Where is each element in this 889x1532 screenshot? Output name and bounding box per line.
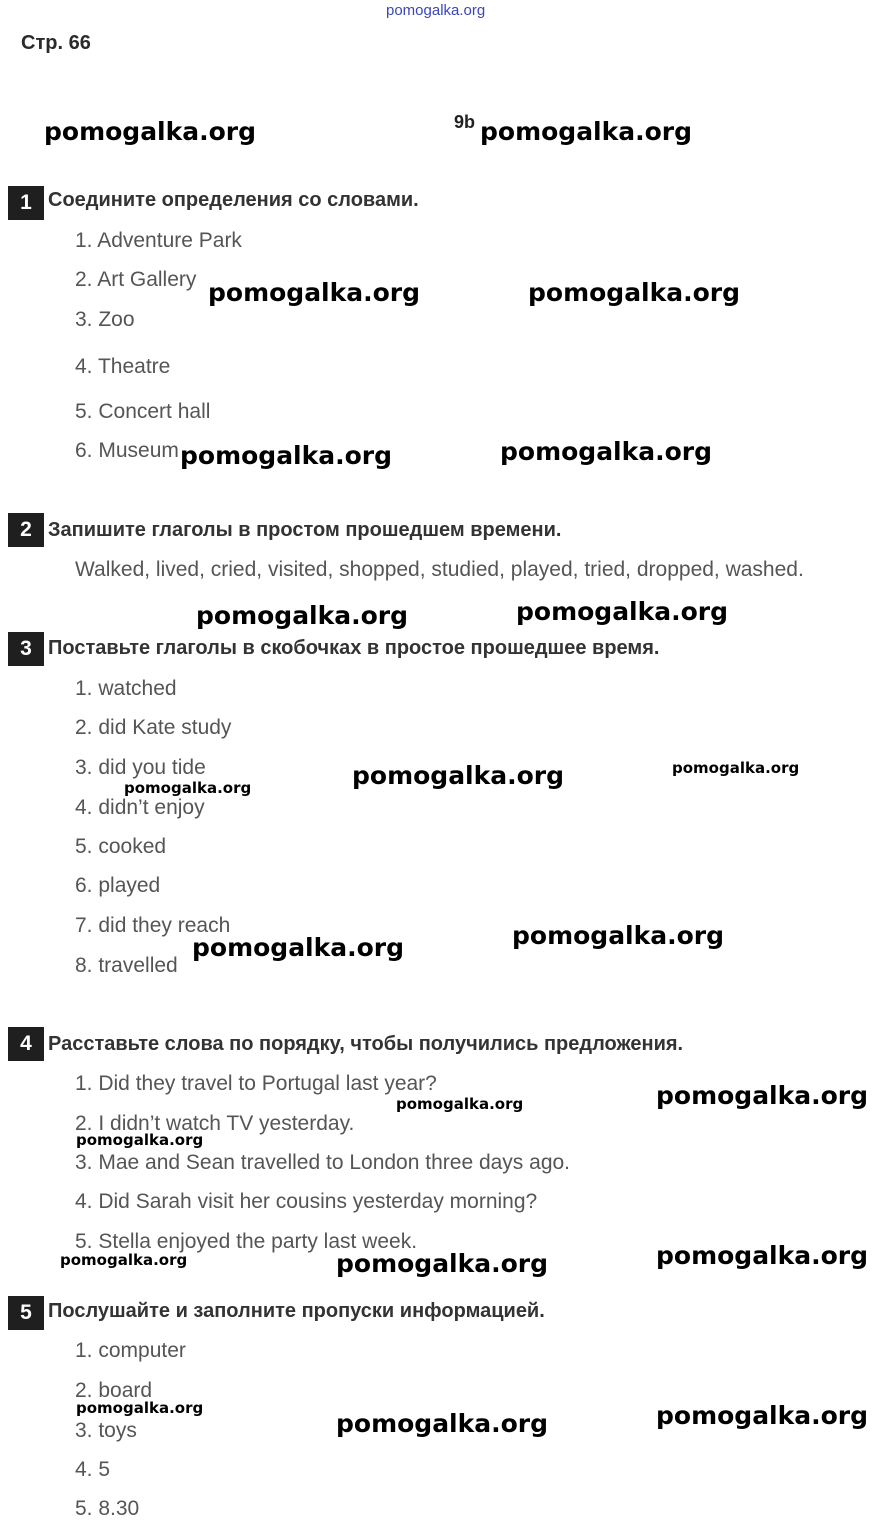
exercise-number-3: 3 xyxy=(8,632,44,666)
watermark: pomogalka.org xyxy=(396,1095,524,1113)
exercise-1-item: 6. Museum xyxy=(75,439,179,462)
exercise-4-item: 4. Did Sarah visit her cousins yesterday morning? xyxy=(75,1190,538,1213)
exercise-1-item: 2. Art Gallery xyxy=(75,268,197,291)
exercise-5-item: 5. 8.30 xyxy=(75,1497,140,1520)
exercise-title-2: Запишите глаголы в простом прошедшем времени. xyxy=(48,519,562,541)
exercise-5-item: 4. 5 xyxy=(75,1458,111,1481)
exercise-4-item: 2. I didn’t watch TV yesterday. xyxy=(75,1112,355,1135)
watermark: pomogalka.org xyxy=(60,1251,188,1269)
exercise-4-item: 5. Stella enjoyed the party last week. xyxy=(75,1230,418,1253)
exercise-4-item: 3. Mae and Sean travelled to London three days ago. xyxy=(75,1151,571,1174)
exercise-4-item: 1. Did they travel to Portugal last year? xyxy=(75,1072,437,1095)
watermark: pomogalka.org xyxy=(336,1249,549,1278)
watermark: pomogalka.org xyxy=(656,1401,869,1430)
exercise-5-item: 3. toys xyxy=(75,1419,137,1442)
unit-label: 9b xyxy=(454,112,476,132)
watermark: pomogalka.org xyxy=(672,759,800,777)
watermark: pomogalka.org xyxy=(336,1409,549,1438)
exercise-3-item: 5. cooked xyxy=(75,835,167,858)
exercise-title-5: Послушайте и заполните пропуски информацией. xyxy=(48,1300,545,1322)
exercise-2-answer: Walked, lived, cried, visited, shopped, studied, played, tried, dropped, washed. xyxy=(75,558,804,581)
watermark: pomogalka.org xyxy=(480,117,693,146)
watermark: pomogalka.org xyxy=(352,761,565,790)
site-link[interactable]: pomogalka.org xyxy=(386,2,486,19)
exercise-title-3: Поставьте глаголы в скобочках в простое прошедшее время. xyxy=(48,637,660,659)
exercise-number-5: 5 xyxy=(8,1296,44,1330)
watermark: pomogalka.org xyxy=(528,278,741,307)
exercise-3-item: 2. did Kate study xyxy=(75,716,232,739)
watermark: pomogalka.org xyxy=(44,117,257,146)
exercise-title-4: Расставьте слова по порядку, чтобы получились предложения. xyxy=(48,1033,684,1055)
exercise-1-item: 3. Zoo xyxy=(75,308,135,331)
watermark: pomogalka.org xyxy=(500,437,713,466)
watermark: pomogalka.org xyxy=(208,278,421,307)
watermark: pomogalka.org xyxy=(196,601,409,630)
exercise-3-item: 4. didn’t enjoy xyxy=(75,796,205,819)
watermark: pomogalka.org xyxy=(180,441,393,470)
exercise-5-item: 1. computer xyxy=(75,1339,186,1362)
exercise-3-item: 3. did you tide xyxy=(75,756,206,779)
exercise-1-item: 1. Adventure Park xyxy=(75,229,242,252)
watermark: pomogalka.org xyxy=(76,1399,204,1417)
watermark: pomogalka.org xyxy=(124,779,252,797)
watermark: pomogalka.org xyxy=(656,1241,869,1270)
watermark: pomogalka.org xyxy=(76,1131,204,1149)
exercise-1-item: 5. Concert hall xyxy=(75,400,211,423)
watermark: pomogalka.org xyxy=(192,933,405,962)
watermark: pomogalka.org xyxy=(512,921,725,950)
exercise-number-1: 1 xyxy=(8,186,44,220)
exercise-3-item: 7. did they reach xyxy=(75,914,231,937)
exercise-5-item: 2. board xyxy=(75,1379,153,1402)
page-label: Стр. 66 xyxy=(21,32,91,54)
watermark: pomogalka.org xyxy=(516,597,729,626)
exercise-number-2: 2 xyxy=(8,513,44,547)
exercise-3-item: 6. played xyxy=(75,874,161,897)
watermark: pomogalka.org xyxy=(656,1081,869,1110)
exercise-3-item: 8. travelled xyxy=(75,954,178,977)
exercise-1-item: 4. Theatre xyxy=(75,355,171,378)
exercise-3-item: 1. watched xyxy=(75,677,177,700)
exercise-title-1: Соедините определения со словами. xyxy=(48,189,419,211)
exercise-number-4: 4 xyxy=(8,1027,44,1061)
